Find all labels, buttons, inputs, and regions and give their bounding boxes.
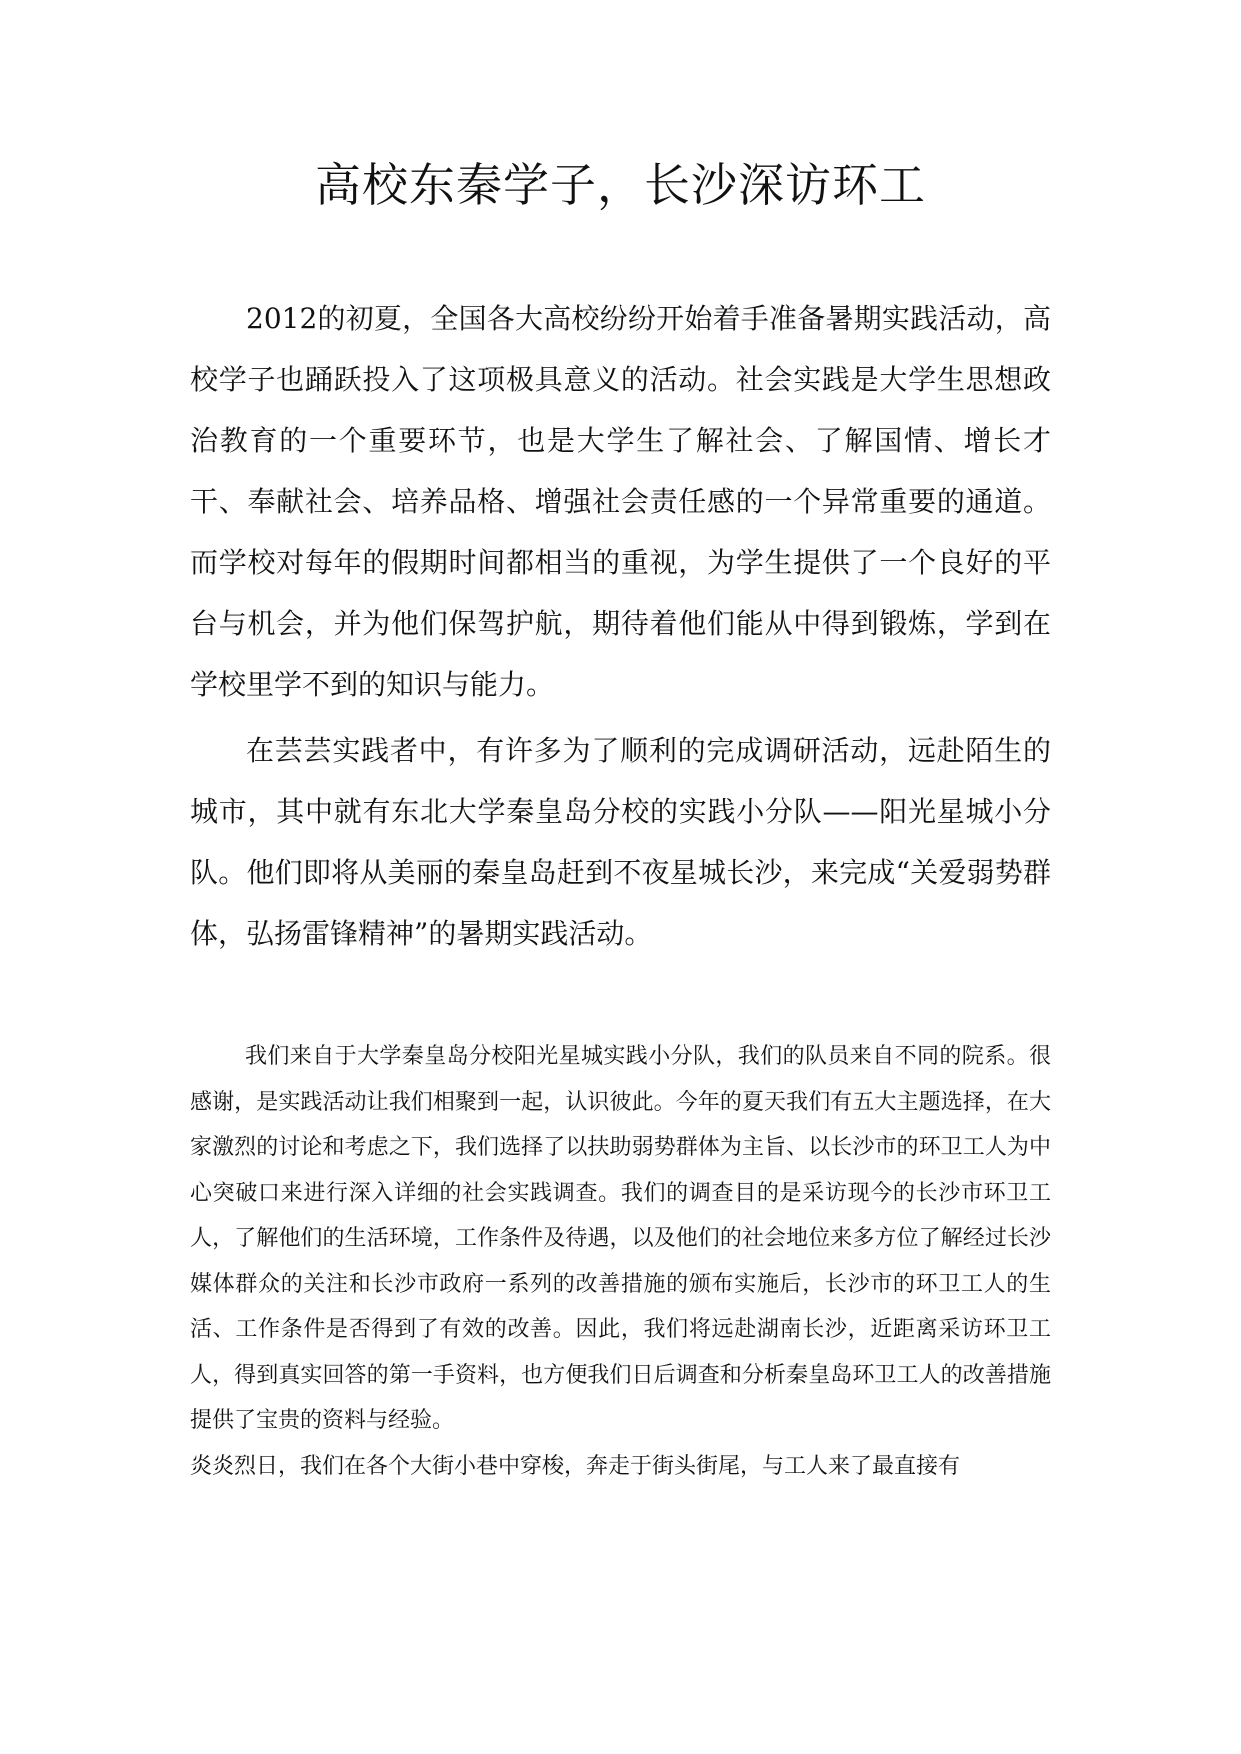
document-title: 高校东秦学子，长沙深访环工 bbox=[315, 158, 926, 212]
section-intro bbox=[190, 288, 1051, 969]
section-team bbox=[190, 1034, 1051, 1489]
paragraph: 炎炎烈日，我们在各个大街小巷中穿梭，奔走于街头街尾，与工人来了最直接有 bbox=[190, 1453, 961, 1479]
paragraph: 2012的初夏，全国各大高校纷纷开始着手准备暑期实践活动，高校学子也踊跃投入了这项极具意义的活动。社会实践是大学生思想政治教育的一个重要环节，也是大学生了解社会、了解国情、增长才干、奉献社会、培养品格、增强社会责任感的一个异常重要的通道。而学校对每年的假期时间都相当的重视，为学生提供了一个良好的平台与机会，并为他们保驾护航，期待着他们能从中得到锻炼，学到在学校里学不到的知识与能力。 bbox=[190, 302, 1051, 701]
paragraph: 在芸芸实践者中，有许多为了顺利的完成调研活动，远赴陌生的城市，其中就有东北大学秦皇岛分校的实践小分队——阳光星城小分队。他们即将从美丽的秦皇岛赶到不夜星城长沙，来完成“关爱弱势群体，弘扬雷锋精神”的暑期实践活动。 bbox=[190, 734, 1051, 950]
paragraph: 我们来自于大学秦皇岛分校阳光星城实践小分队，我们的队员来自不同的院系。很感谢，是实践活动让我们相聚到一起，认识彼此。今年的夏天我们有五大主题选择，在大家激烈的讨论和考虑之下，我们选择了以扶助弱势群体为主旨、以长沙市的环卫工人为中心突破口来进行深入详细的社会实践调查。我们的调查目的是采访现今的长沙市环卫工人，了解他们的生活环境，工作条件及待遇，以及他们的社会地位来多方位了解经过长沙媒体群众的关注和长沙市政府一系列的改善措施的颁布实施后，长沙市的环卫工人的生活、工作条件是否得到了有效的改善。因此，我们将远赴湖南长沙，近距离采访环卫工人，得到真实回答的第一手资料，也方便我们日后调查和分析秦皇岛环卫工人的改善措施提供了宝贵的资料与经验。 bbox=[190, 1044, 1051, 1433]
